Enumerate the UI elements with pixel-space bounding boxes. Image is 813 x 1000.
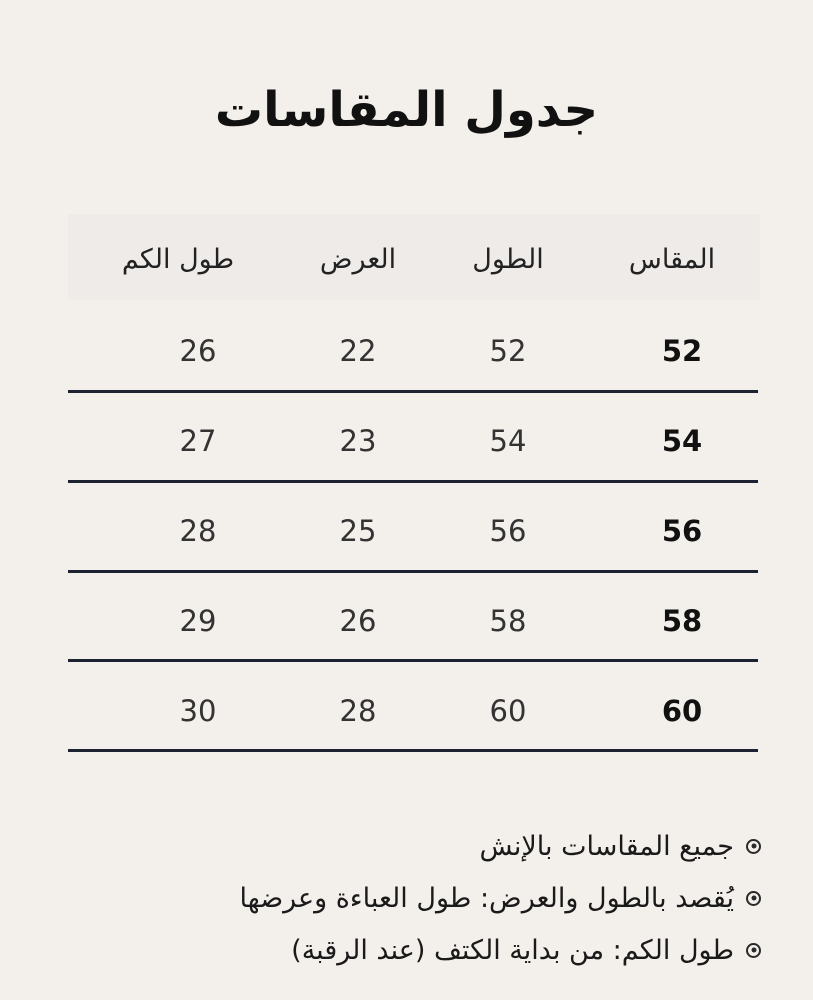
table-cell: 58 (661, 604, 703, 638)
table-header-sleeve-length: طول الكم (121, 244, 235, 275)
table-cell: 54 (489, 424, 527, 458)
table-cell: 52 (489, 334, 527, 368)
note-item (240, 820, 761, 872)
table-cell: 23 (339, 424, 377, 458)
note-item (240, 924, 761, 976)
note-item (240, 872, 761, 924)
table-cell: 26 (339, 604, 377, 638)
table-cell: 58 (489, 604, 527, 638)
notes-list (240, 820, 761, 976)
bullet-icon (746, 839, 761, 854)
bullet-icon (746, 943, 761, 958)
table-cell: 27 (179, 424, 217, 458)
table-cell: 54 (661, 424, 703, 458)
note-text: يُقصد بالطول والعرض: طول العباءة وعرضها (239, 882, 734, 914)
row-divider (68, 570, 758, 573)
table-cell: 56 (661, 514, 703, 548)
table-cell: 28 (339, 694, 377, 728)
row-divider (68, 390, 758, 393)
table-cell: 28 (179, 514, 217, 548)
row-divider (68, 480, 758, 483)
table-cell: 22 (339, 334, 377, 368)
row-divider (68, 749, 758, 752)
table-cell: 56 (489, 514, 527, 548)
note-text: طول الكم: من بداية الكتف (عند الرقبة) (291, 934, 734, 966)
table-cell: 30 (179, 694, 217, 728)
table-cell: 25 (339, 514, 377, 548)
table-cell: 60 (489, 694, 527, 728)
table-header-size: المقاس (628, 244, 716, 275)
row-divider (68, 659, 758, 662)
table-cell: 60 (661, 694, 703, 728)
table-cell: 52 (661, 334, 703, 368)
table-cell: 26 (179, 334, 217, 368)
table-cell: 29 (179, 604, 217, 638)
page-title: جدول المقاسات (214, 82, 599, 138)
table-header-length: الطول (472, 244, 544, 275)
table-header-width: العرض (319, 244, 397, 275)
note-text: جميع المقاسات بالإنش (479, 830, 734, 862)
bullet-icon (746, 891, 761, 906)
